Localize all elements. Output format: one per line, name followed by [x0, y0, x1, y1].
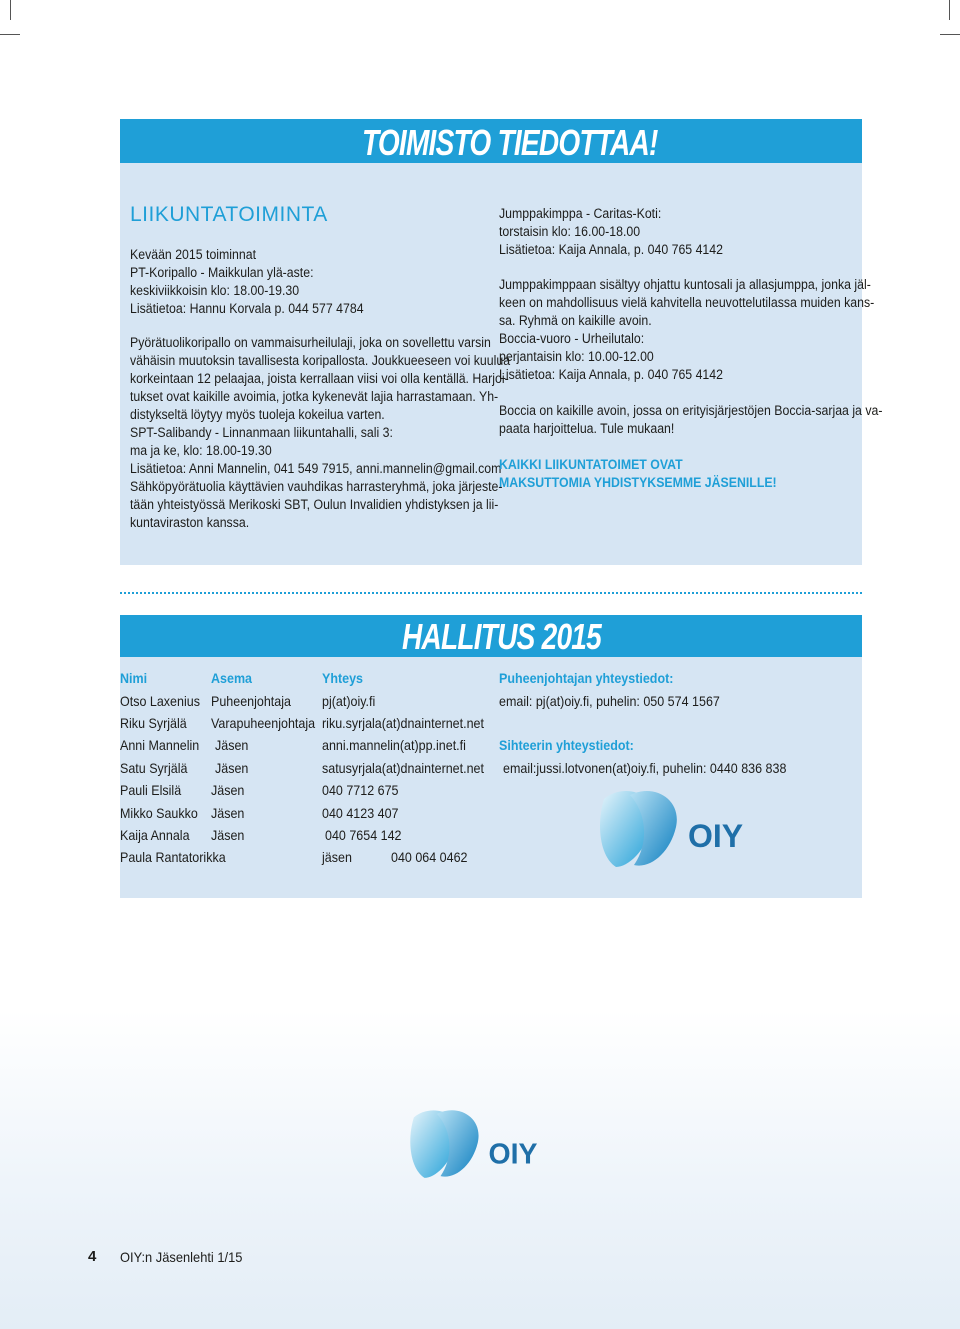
member-contact: 040 4123 407 [322, 806, 399, 821]
member-role: Jäsen [211, 828, 245, 843]
member-contact: riku.syrjala(at)dnainternet.net [322, 716, 484, 731]
secretary-contact: email:jussi.lotvonen(at)oiy.fi, puhelin: 0440 836 838 [503, 761, 787, 776]
text-line: kuntaviraston kanssa. [130, 515, 250, 530]
column-header-role: Asema [211, 671, 253, 686]
text-line: Lisätietoa: Kaija Annala, p. 040 765 4142 [499, 367, 723, 382]
member-role: Varapuheenjohtaja [211, 716, 316, 731]
column-header-name: Nimi [120, 671, 148, 686]
text-line: Boccia on kaikille avoin, jossa on erityisjärjestöjen Boccia-sarjaa ja va- [499, 403, 883, 418]
oiy-logo [590, 785, 750, 875]
text-line: MAKSUTTOMIA YHDISTYKSEMME JÄSENILLE! [499, 475, 777, 490]
member-name: Mikko Saukko [120, 806, 198, 821]
member-contact: pj(at)oiy.fi [322, 694, 376, 709]
text-line: sa. Ryhmä on kaikille avoin. [499, 313, 652, 328]
oiy-logo-bottom [400, 1105, 545, 1185]
text-line: keen on mahdollisuus vielä kahvitella neuvottelutilassa muiden kans- [499, 295, 875, 310]
boccia-block [499, 402, 882, 438]
board-title: HALLITUS 2015 [402, 616, 601, 657]
member-role: Jäsen [215, 738, 249, 753]
left-info-block [130, 246, 364, 318]
crop-mark [949, 0, 950, 20]
text-line: Lisätietoa: Kaija Annala, p. 040 765 4142 [499, 242, 723, 257]
member-role: Puheenjohtaja [211, 694, 291, 709]
text-line: korkeintaan 12 pelaajaa, joista kerrallaan viisi voi olla kentällä. Harjoi- [130, 371, 509, 386]
member-role: Jäsen [215, 761, 249, 776]
text-line: Boccia-vuoro - Urheilutalo: [499, 331, 645, 346]
page-number: 4 [88, 1248, 97, 1265]
column-header-contact: Yhteys [322, 671, 364, 686]
text-line: tukset ovat kaikille avoimia, jotka kykenevät lajia harrastamaan. Yh- [130, 389, 499, 404]
member-name: Kaija Annala [120, 828, 190, 843]
member-name: Riku Syrjälä [120, 716, 187, 731]
text-line: Sähköpyörätuolia käyttävien vauhdikas harrasteryhmä, joka järjeste- [130, 479, 503, 494]
text-line: tään yhteistyössä Merikoski SBT, Oulun Invalidien yhdistyksen ja lii- [130, 497, 499, 512]
text-line: Jumppakimppaan sisältyy ohjattu kuntosali ja allasjumppa, jonka jäl- [499, 277, 871, 292]
member-role: jäsen [322, 850, 352, 865]
text-line: distykseltä löytyy myös tuoleja kokeilua varten. [130, 407, 385, 422]
secretary-contact-heading: Sihteerin yhteystiedot: [499, 738, 634, 753]
text-line: perjantaisin klo: 10.00-12.00 [499, 349, 654, 364]
logo-text: OIY [488, 1138, 538, 1171]
text-line: PT-Koripallo - Maikkulan ylä-aste: [130, 265, 314, 280]
text-line: vähäisin muutoksin tavallisesta koripallosta. Joukkueeseen voi kuulua [130, 353, 511, 368]
chair-contact: email: pj(at)oiy.fi, puhelin: 050 574 1567 [499, 694, 720, 709]
member-name: Satu Syrjälä [120, 761, 188, 776]
member-name: Otso Laxenius [120, 694, 200, 709]
text-line: Kevään 2015 toiminnat [130, 247, 257, 262]
text-line: ma ja ke, klo: 18.00-19.30 [130, 443, 272, 458]
section-title: TOIMISTO TIEDOTTAA! [362, 122, 658, 163]
member-contact: satusyrjala(at)dnainternet.net [322, 761, 484, 776]
text-line: KAIKKI LIIKUNTATOIMET OVAT [499, 457, 683, 472]
member-role: Jäsen [211, 783, 245, 798]
member-name: Anni Mannelin [120, 738, 200, 753]
publication-name: OIY:n Jäsenlehti 1/15 [120, 1249, 243, 1265]
member-contact: 040 7654 142 [325, 828, 402, 843]
chair-contact-heading: Puheenjohtajan yhteystiedot: [499, 671, 674, 686]
right-info-block [499, 205, 723, 259]
text-line: torstaisin klo: 16.00-18.00 [499, 224, 641, 239]
text-line: keskiviikkoisin klo: 18.00-19.30 [130, 283, 300, 298]
text-line: Jumppakimppa - Caritas-Koti: [499, 206, 662, 221]
logo-text: OIY [688, 818, 744, 854]
text-line: paata harjoittelua. Tule mukaan! [499, 421, 675, 436]
right-description-block [499, 276, 874, 384]
section-heading: LIIKUNTATOIMINTA [130, 203, 328, 226]
member-name: Paula Rantatorikka [120, 850, 226, 865]
member-role: Jäsen [211, 806, 245, 821]
crop-mark [10, 0, 11, 20]
text-line: Lisätietoa: Hannu Korvala p. 044 577 4784 [130, 301, 364, 316]
text-line: SPT-Salibandy - Linnanmaan liikuntahalli, sali 3: [130, 425, 393, 440]
left-description-block [130, 334, 510, 532]
member-contact: anni.mannelin(at)pp.inet.fi [322, 738, 466, 753]
free-activities-note [499, 456, 777, 492]
member-contact: 040 064 0462 [391, 850, 468, 865]
text-line: Lisätietoa: Anni Mannelin, 041 549 7915, anni.mannelin@gmail.com [130, 461, 502, 476]
member-name: Pauli Elsilä [120, 783, 182, 798]
dotted-divider [120, 592, 862, 594]
member-contact: 040 7712 675 [322, 783, 399, 798]
text-line: Pyörätuolikoripallo on vammaisurheilulaji, joka on sovellettu varsin [130, 335, 491, 350]
crop-mark [940, 34, 960, 35]
crop-mark [0, 34, 20, 35]
